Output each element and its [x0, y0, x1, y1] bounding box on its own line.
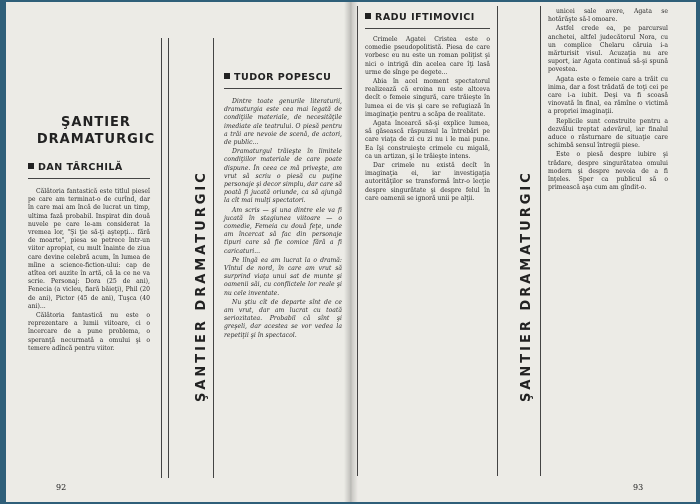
paragraph: Călătoria fantastică nu este o reprezentare a lumii viitoare, ci o încercare de a pune problema, o speranţă necurmată a omului şi o temere adîncă pentru viitor.	[28, 312, 150, 352]
column-rule	[168, 38, 169, 478]
magazine-spread	[6, 2, 696, 502]
paragraph: Dramaturgul trăieşte în limitele condiţiilor materiale de care poate dispune. În ceea ce mă priveşte, am vrut să scriu o piesă cu puţine personaje şi decor simplu, dar care să poată fi jucată oriunde, ca să ajungă la cît mai mulţi spectatori.	[224, 148, 342, 205]
column-1	[28, 188, 150, 478]
vertical-section-label: ŞANTIER DRAMATURGIC	[519, 170, 534, 402]
paragraph: Dintre toate genurile literaturii, dramaturgia este cea mai legată de condiţiile materiale, de necesităţile imediate ale teatrului. O piesă pentru a trăi are nevoie de scenă, de actori, de public...	[224, 98, 342, 147]
bullet-square-icon	[28, 163, 34, 169]
paragraph: Am scris — şi una dintre ele va fi jucată în stagiunea viitoare — o comedie, Femeia cu două feţe, unde am încercat să fac din personaje tipuri care să fie comice fără a fi caricaturi...	[224, 206, 342, 255]
column-3	[365, 36, 490, 481]
divider	[224, 88, 342, 89]
vertical-section-label: ŞANTIER DRAMATURGIC	[194, 170, 209, 402]
paragraph: Agata este o femeie care a trăit cu inima, dar a fost trădată de toţi cei pe care i-a iubit. Deşi va fi scoasă vinovată în final, ea rămîne o victimă a propriei imaginaţii.	[548, 75, 668, 116]
column-4	[548, 8, 668, 478]
column-rule	[161, 38, 162, 478]
paragraph: Pe lîngă ea am lucrat la o dramă: Vîntul de nord, în care am vrut să surprind viaţa unui sat de munte şi oamenii săi, cu conflictele lor reale şi nu cele inventate.	[224, 256, 342, 297]
left-page	[6, 2, 351, 502]
paragraph: Nu ştiu cît de departe sînt de ce am vrut, dar am lucrat cu toată seriozitatea. Probabil că sînt şi greşeli, dar acestea se vor vedea la repetiţii şi în spectacol.	[224, 298, 342, 339]
author-byline-1	[28, 162, 123, 173]
divider	[365, 28, 490, 29]
paragraph: Călătoria fantastică este titlul pieseî pe care am terminat-o de curînd, dar în care mai am încă de lucrat un timp, ultima fază probabil. Inspirat din două nuvele pe care le-am considerat la vremea lor, "Şi ţie să-ţi aştepţi... fără de moarte", piesa se petrece într-un viitor apropiat, cu mult înainte de ziua care devine celebră acum, în lumea de mîine a science-fiction-ului: cap de atîtea ori auzite în artă, că la ce ne va scrie. Personaj: Dora (25 de ani), Fenecia (a vicleu, fiară băieţi), Phil (20 de ani), Pictor (45 de ani), Tuşca (40 ani)...	[28, 188, 150, 310]
column-rule	[497, 6, 498, 476]
paragraph: Astfel crede ea, pe parcursul anchetei, altfel judecătorul Nora, cu un complice Chelaru căruia i-a mărturisit visul. Acuzaţia nu are suport, iar Agata continuă să-şi spună povestea.	[548, 25, 668, 74]
author-byline-3	[365, 12, 475, 23]
page-number: 93	[633, 483, 644, 492]
title-line-2: DRAMATURGIC	[36, 132, 156, 147]
column-rule	[540, 6, 541, 476]
column-2	[224, 98, 342, 483]
paragraph: Agata încearcă să-şi explice lumea, să găsească răspunsul la întrebări pe care viaţa de zi cu zi nu i le mai pune. Ea îşi construieşte crimele cu migală, ca un artizan, şi le trăieşte intens.	[365, 120, 490, 160]
author-name: RADU IFTIMOVICI	[375, 12, 475, 23]
paragraph: Dar crimele nu există decît în imaginaţia ei, iar investigaţia autorităţilor se transformă într-o lecţie despre singurătate şi despre felul în care oamenii se ignoră unii pe alţii.	[365, 162, 490, 202]
paragraph: unicei sale avere, Agata se hotărăşte să-l omoare.	[548, 8, 668, 24]
bullet-square-icon	[365, 13, 371, 19]
author-byline-2	[224, 72, 331, 83]
column-rule	[213, 38, 214, 478]
title-line-1: ŞANTIER	[61, 115, 131, 130]
divider	[28, 178, 150, 179]
bullet-square-icon	[224, 73, 230, 79]
author-name: DAN TÂRCHILĂ	[38, 162, 123, 173]
paragraph: Crimele Agatei Cristea este o comedie pseudopolitistă. Piesa de care vorbesc eu nu este un roman poliţist şi nici o intrigă din acelea care îţi lasă urme de sînge pe degete...	[365, 36, 490, 76]
article-title	[36, 114, 156, 148]
paragraph: Replicile sunt construite pentru a dezvălui treptat adevărul, iar finalul aduce o răsturnare de situaţie care schimbă sensul întregii piese.	[548, 117, 668, 150]
right-page	[351, 2, 696, 502]
book-gutter	[344, 2, 358, 502]
paragraph: Este o piesă despre iubire şi trădare, despre singurătatea omului modern şi despre nevoia de a fi înţeles. Sper ca publicul să o primească aşa cum am gîndit-o.	[548, 151, 668, 192]
page-number: 92	[56, 483, 67, 492]
author-name: TUDOR POPESCU	[234, 72, 332, 83]
paragraph: Abia în acel moment spectatorul realizează că eroina nu este altceva decît o femeie singură, care trăieşte în lumea ei de vis şi care se refugiază în imaginaţie pentru a scăpa de realitate.	[365, 78, 490, 118]
